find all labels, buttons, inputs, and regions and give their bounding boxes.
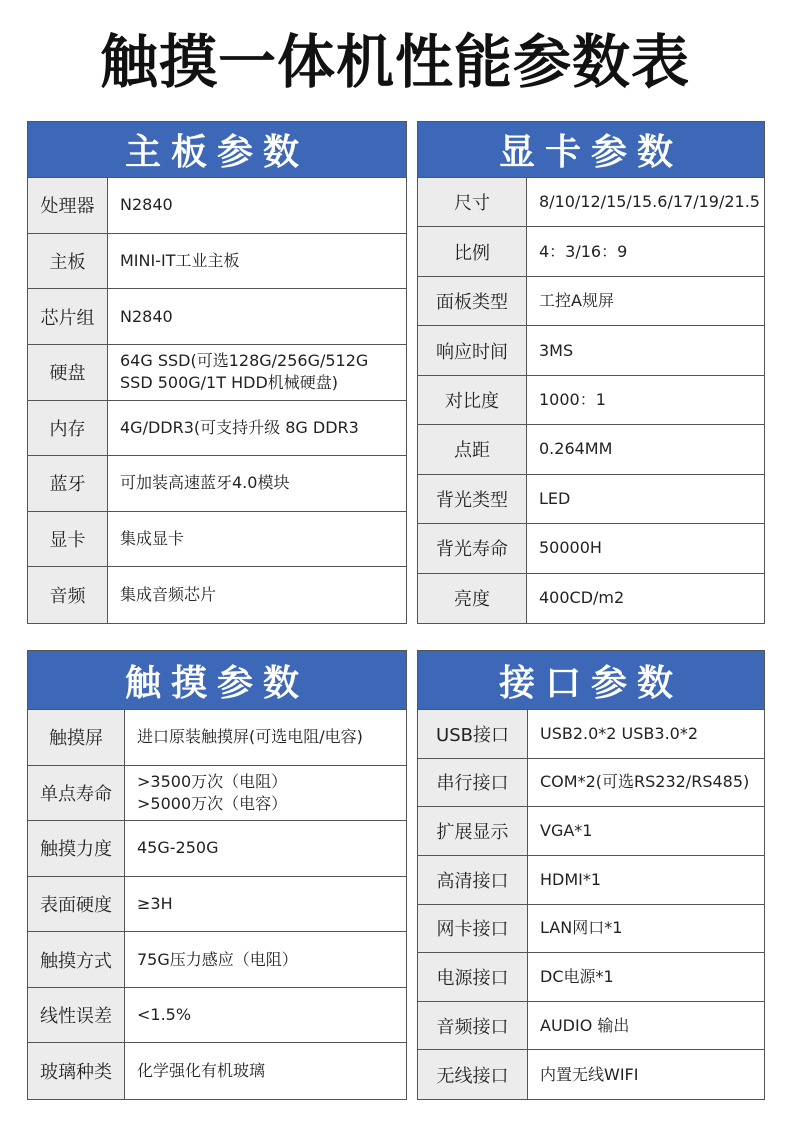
param-value: HDMI*1: [540, 869, 602, 889]
table-row: [418, 710, 764, 759]
table-row: [418, 178, 764, 227]
param-label: 内存: [28, 401, 108, 456]
table-row: [418, 376, 764, 425]
param-label: 点距: [418, 425, 527, 473]
param-value: 3MS: [539, 340, 574, 360]
param-label: 表面硬度: [28, 877, 125, 932]
param-label: 无线接口: [418, 1050, 528, 1099]
param-label: 音频: [28, 567, 108, 623]
param-value: MINI-IT工业主板: [120, 250, 240, 270]
table-row: [28, 567, 406, 623]
param-label: 亮度: [418, 574, 527, 623]
table-row: [418, 574, 764, 623]
param-value: 50000H: [539, 538, 602, 558]
param-value: 0.264MM: [539, 439, 613, 459]
display-panel: [417, 121, 765, 624]
param-value: 4：3/16：9: [539, 241, 628, 261]
interface-panel: [417, 650, 765, 1100]
param-label: 芯片组: [28, 289, 108, 344]
table-row: [418, 277, 764, 326]
table-row: [28, 1043, 406, 1099]
table-row: [418, 524, 764, 573]
table-row: [418, 1050, 764, 1099]
table-row: [28, 821, 406, 877]
param-value: VGA*1: [540, 821, 593, 841]
mainboard-header: 主板参数: [28, 122, 406, 178]
param-label: 主板: [28, 234, 108, 289]
param-value: 4G/DDR3(可支持升级 8G DDR3: [120, 417, 359, 437]
param-label: 面板类型: [418, 277, 527, 325]
table-row: [28, 289, 406, 345]
table-row: [28, 512, 406, 568]
param-value: LAN网口*1: [540, 918, 623, 938]
param-value: ≥3H: [137, 893, 173, 913]
table-row: [418, 475, 764, 524]
table-row: [28, 234, 406, 290]
param-label: 玻璃种类: [28, 1043, 125, 1099]
param-value: 集成显卡: [120, 529, 185, 549]
table-row: [28, 988, 406, 1044]
param-label: 单点寿命: [28, 766, 125, 821]
table-row: [418, 905, 764, 954]
param-label: 串行接口: [418, 759, 528, 807]
table-row: [28, 766, 406, 822]
page-title: 触摸一体机性能参数表: [99, 28, 690, 96]
touch-rows: [28, 710, 406, 1099]
display-rows: [418, 178, 764, 623]
param-value: 400CD/m2: [539, 588, 625, 608]
param-value: 8/10/12/15/15.6/17/19/21.5: [539, 192, 760, 212]
table-row: [418, 326, 764, 375]
interface-header: 接口参数: [418, 651, 764, 710]
param-value: >3500万次（电阻） >5000万次（电容）: [137, 771, 288, 813]
param-value: 进口原装触摸屏(可选电阻/电容): [137, 727, 363, 747]
param-label: 高清接口: [418, 856, 528, 904]
table-row: [418, 425, 764, 474]
param-label: 触摸屏: [28, 710, 125, 765]
param-value: DC电源*1: [540, 966, 614, 986]
touch-header: 触摸参数: [28, 651, 406, 710]
param-label: 处理器: [28, 178, 108, 233]
param-label: 尺寸: [418, 178, 527, 226]
param-label: 显卡: [28, 512, 108, 567]
table-row: [418, 856, 764, 905]
param-value: USB2.0*2 USB3.0*2: [540, 723, 699, 743]
table-row: [28, 178, 406, 234]
param-value: 化学强化有机玻璃: [137, 1061, 266, 1081]
param-label: 扩展显示: [418, 807, 528, 855]
table-row: [28, 932, 406, 988]
table-row: [418, 227, 764, 276]
param-label: 网卡接口: [418, 905, 528, 953]
param-value: 45G-250G: [137, 838, 219, 858]
param-value: N2840: [120, 306, 173, 326]
table-row: [28, 456, 406, 512]
param-value: <1.5%: [137, 1005, 192, 1025]
param-value: N2840: [120, 195, 173, 215]
param-label: 电源接口: [418, 953, 528, 1001]
param-value: 集成音频芯片: [120, 585, 217, 605]
touch-panel: [27, 650, 407, 1100]
table-row: [418, 1002, 764, 1051]
param-value: 内置无线WIFI: [540, 1064, 639, 1084]
mainboard-rows: [28, 178, 406, 623]
table-row: [28, 877, 406, 933]
param-label: 背光寿命: [418, 524, 527, 572]
table-row: [418, 807, 764, 856]
table-row: [28, 345, 406, 401]
param-value: AUDIO 输出: [540, 1015, 630, 1035]
param-label: 音频接口: [418, 1002, 528, 1050]
param-value: 75G压力感应（电阻）: [137, 949, 298, 969]
param-value: 1000：1: [539, 389, 606, 409]
param-value: COM*2(可选RS232/RS485): [540, 772, 750, 792]
param-value: 64G SSD(可选128G/256G/512G SSD 500G/1T HDD机械硬盘): [120, 351, 369, 393]
mainboard-panel: [27, 121, 407, 624]
param-label: 触摸力度: [28, 821, 125, 876]
table-row: [418, 759, 764, 808]
table-row: [28, 401, 406, 457]
param-value: 工控A规屏: [539, 291, 614, 311]
param-label: 蓝牙: [28, 456, 108, 511]
param-label: USB接口: [418, 710, 528, 758]
table-row: [418, 953, 764, 1002]
param-label: 对比度: [418, 376, 527, 424]
table-row: [28, 710, 406, 766]
param-label: 线性误差: [28, 988, 125, 1043]
param-label: 硬盘: [28, 345, 108, 400]
param-label: 响应时间: [418, 326, 527, 374]
param-label: 比例: [418, 227, 527, 275]
display-header: 显卡参数: [418, 122, 764, 178]
param-value: LED: [539, 488, 571, 508]
param-value: 可加装高速蓝牙4.0模块: [120, 473, 290, 493]
param-label: 背光类型: [418, 475, 527, 523]
param-label: 触摸方式: [28, 932, 125, 987]
interface-rows: [418, 710, 764, 1099]
